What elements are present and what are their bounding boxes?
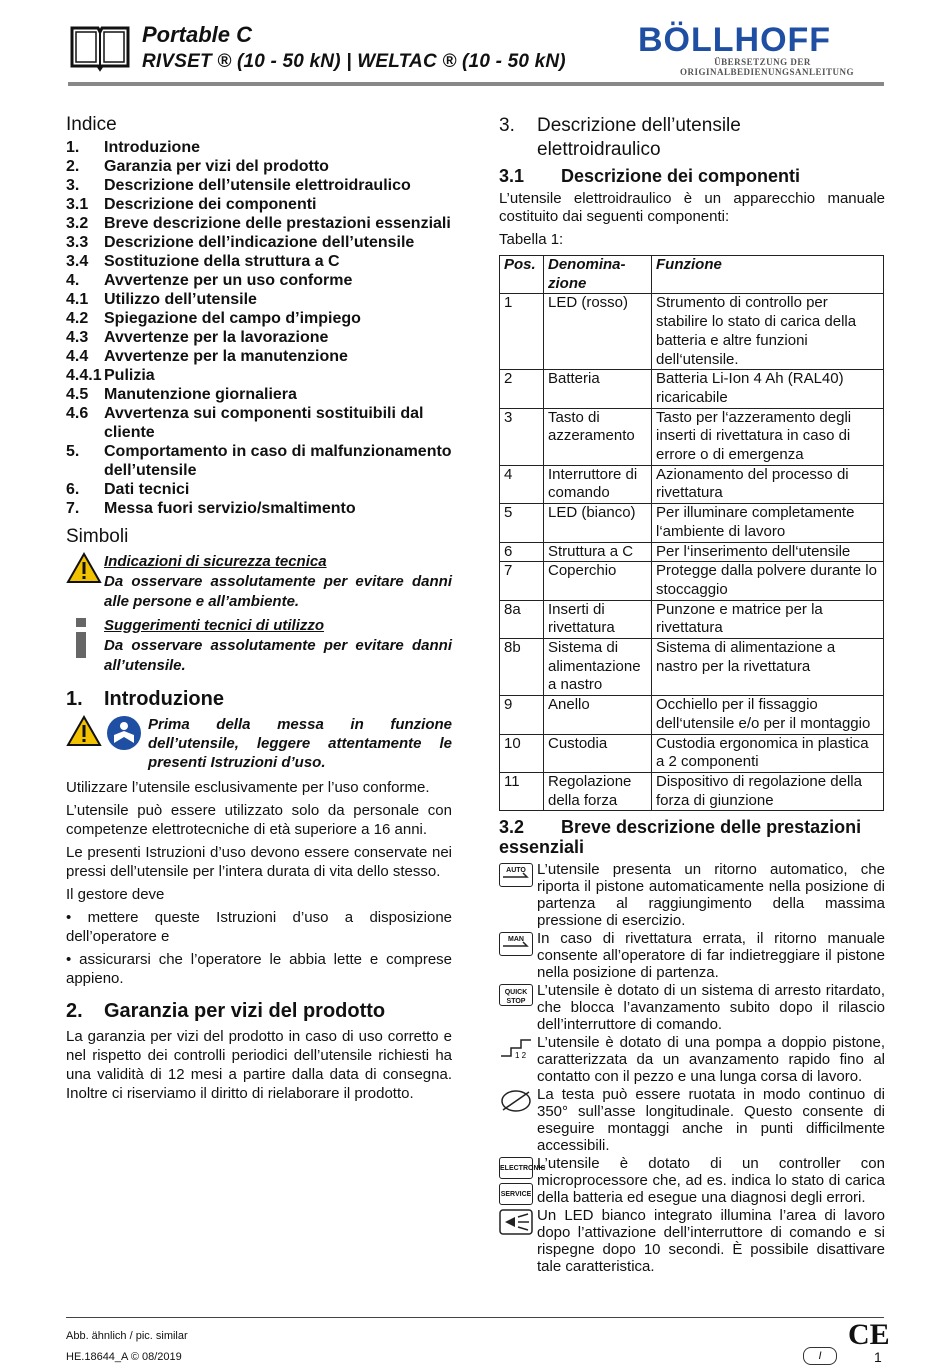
section3-title-2: elettroidraulico	[537, 139, 661, 160]
table-header-func: Funzione	[652, 256, 884, 294]
toc-item[interactable]	[66, 499, 452, 518]
right-column	[499, 114, 885, 1276]
table-cell-pos: 9	[500, 696, 544, 734]
table-cell-name: LED (bianco)	[544, 504, 652, 542]
feature-text: L’utensile presenta un ritorno automatico, che riporta il pistone automaticamente nella posizione di partenza al raggiungimento della massima pressione di esercizio.	[537, 861, 885, 930]
table-header-name: Denomina-zione	[544, 256, 652, 294]
table-caption: Tabella 1:	[499, 231, 564, 248]
warranty-num: 2.	[66, 1000, 83, 1022]
table-cell-func: Azionamento del processo di rivettatura	[652, 465, 884, 503]
book-icon	[68, 22, 132, 72]
read-manual-icon	[106, 715, 142, 751]
two-stage-pump-icon	[499, 1034, 537, 1085]
table-cell-pos: 8a	[500, 600, 544, 638]
table-cell-name: Custodia	[544, 734, 652, 772]
feature-icon-label: ELECTRONIC	[499, 1157, 533, 1179]
table-cell-name: Anello	[544, 696, 652, 734]
feature-item	[499, 1086, 885, 1154]
feature-item	[499, 1155, 885, 1206]
feature-text: L’utensile è dotato di un sistema di arresto ritardato, che blocca l’avanzamento subito dopo il rilascio dell’interruttore di comando.	[537, 982, 885, 1034]
intro-heading	[66, 688, 452, 711]
info-icon	[66, 616, 104, 676]
table-cell-func: Strumento di controllo per stabilire lo stato di carica della batteria e altre funzioni dell‘utensile.	[652, 294, 884, 370]
led-light-icon	[499, 1207, 537, 1275]
intro-p2: L’utensile può essere utilizzato solo da personale con competenze elettrotecniche di età superiore a 16 anni.	[66, 802, 452, 838]
quick-stop-icon	[499, 982, 537, 1033]
left-column	[66, 114, 452, 1107]
section31-num: 3.1	[499, 166, 525, 186]
features-list	[499, 861, 885, 1275]
table-cell-pos: 5	[500, 504, 544, 542]
toc-item-text: Utilizzo dell’utensile	[104, 291, 257, 308]
table-cell-pos: 6	[500, 542, 544, 562]
table-cell-name: Interruttore di comando	[544, 465, 652, 503]
language-badge: I	[803, 1347, 837, 1365]
toc-item[interactable]	[66, 309, 452, 328]
intro-p3: Le presenti Istruzioni d’uso devono essere conservate nei pressi dell’utensile per l’intera durata di vita dello stesso.	[66, 844, 452, 880]
table-row	[500, 504, 884, 542]
toc-item-num: 3.2	[66, 215, 89, 232]
toc-item-num: 3.	[66, 177, 80, 194]
table-row	[500, 370, 884, 408]
toc-item[interactable]	[66, 290, 452, 309]
table-cell-name: Coperchio	[544, 562, 652, 600]
toc-item-num: 1.	[66, 139, 80, 156]
toc-item-num: 4.3	[66, 329, 89, 346]
section32-num: 3.2	[499, 817, 525, 838]
toc-item[interactable]	[66, 195, 452, 214]
section31-title: Descrizione dei componenti	[561, 166, 801, 186]
toc-item-text: Avvertenza sui componenti sostituibili dal cliente	[104, 405, 424, 441]
electronic-service-icon	[499, 1155, 546, 1206]
toc-item[interactable]	[66, 442, 452, 480]
table-cell-pos: 3	[500, 408, 544, 465]
ce-mark: CE	[848, 1318, 890, 1351]
safety-text: Da osservare assolutamente per evitare danni alle persone e all’ambiente.	[104, 573, 452, 610]
intro-bullet-2: • assicurarsi che l’operatore le abbia lette e comprese appieno.	[66, 951, 452, 987]
components-table	[499, 255, 884, 811]
document-title: Portable C	[142, 22, 253, 47]
intro-title: Introduzione	[104, 688, 224, 710]
warranty-text: La garanzia per vizi del prodotto in caso di uso corretto e nel rispetto dei controlli periodici dell’utensile richiesti ha una validità di 12 mesi a partire dalla data di consegna. Inoltre ci riserviamo il diritto di rielaborare il prodotto.	[66, 1028, 452, 1102]
table-cell-func: Custodia ergonomica in plastica a 2 componenti	[652, 734, 884, 772]
feature-icon-label: AUTO	[506, 867, 526, 875]
document-subtitle: RIVSET ® (10 - 50 kN) | WELTAC ® (10 - 50 kN)	[142, 51, 566, 72]
footer-doc-id: HE.18644_A © 08/2019	[66, 1351, 182, 1363]
toc-item-text: Sostituzione della struttura a C	[104, 253, 340, 270]
toc-list	[66, 138, 452, 518]
toc-item-text: Manutenzione giornaliera	[104, 386, 297, 403]
table-cell-name: Tasto di azzeramento	[544, 408, 652, 465]
feature-text: In caso di rivettatura errata, il ritorno manuale consente all’operatore di far indietreggiare il pistone nella posizione di partenza.	[537, 930, 885, 982]
section32-heading	[499, 817, 885, 857]
header-divider	[68, 82, 884, 86]
rotation-icon	[499, 1086, 537, 1154]
symbols-heading: Simboli	[66, 526, 129, 547]
table-row	[500, 465, 884, 503]
section3-num: 3.	[499, 115, 515, 136]
logo-caption-line2: ORIGINALBEDIENUNGSANLEITUNG	[680, 67, 855, 77]
toc-item-num: 4.4	[66, 348, 89, 365]
table-row	[500, 772, 884, 810]
feature-text: La testa può essere ruotata in modo continuo di 350° sull’asse longitudinale. Questo consente di eseguire montaggi anche in punti difficilmente accessibili.	[537, 1086, 885, 1155]
table-row	[500, 408, 884, 465]
logo-caption	[680, 57, 855, 77]
table-cell-func: Batteria Li-Ion 4 Ah (RAL40) ricaricabile	[652, 370, 884, 408]
toc-item[interactable]	[66, 233, 452, 252]
table-cell-func: Protegge dalla polvere durante lo stoccaggio	[652, 562, 884, 600]
table-row	[500, 542, 884, 562]
intro-num: 1.	[66, 688, 83, 710]
intro-p1: Utilizzare l’utensile esclusivamente per l’uso conforme.	[66, 779, 430, 796]
table-body	[500, 294, 884, 811]
table-cell-name: LED (rosso)	[544, 294, 652, 370]
warranty-title: Garanzia per vizi del prodotto	[104, 1000, 386, 1022]
safety-title: Indicazioni di sicurezza tecnica	[104, 553, 327, 570]
section3-title-1: Descrizione dell’utensile	[537, 115, 741, 136]
table-cell-func: Dispositivo di regolazione della forza di giunzione	[652, 772, 884, 810]
table-cell-pos: 7	[500, 562, 544, 600]
section31-heading	[499, 166, 885, 187]
toc-item[interactable]	[66, 366, 452, 385]
toc-item-text: Avvertenze per un uso conforme	[104, 272, 353, 289]
table-cell-func: Tasto per l‘azzeramento degli inserti di rivettatura in caso di errore o di emergenza	[652, 408, 884, 465]
table-cell-func: Occhiello per il fissaggio dell‘utensile e/o per il montaggio	[652, 696, 884, 734]
feature-item	[499, 1207, 885, 1275]
toc-item-text: Introduzione	[104, 139, 200, 156]
tips-title: Suggerimenti tecnici di utilizzo	[104, 617, 325, 634]
toc-item[interactable]	[66, 328, 452, 347]
toc-item-num: 7.	[66, 500, 80, 517]
toc-item[interactable]	[66, 480, 452, 499]
toc-item-text: Comportamento in caso di malfunzionamento dell’utensile	[104, 443, 452, 479]
section31-intro: L’utensile elettroidraulico è un apparecchio manuale costituito dai seguenti componenti:	[499, 190, 885, 225]
toc-item[interactable]	[66, 271, 452, 290]
feature-icon-label: QUICK STOP	[499, 984, 533, 1006]
footer-divider	[66, 1317, 884, 1318]
toc-item-text: Avvertenze per la lavorazione	[104, 329, 329, 346]
table-row	[500, 696, 884, 734]
table-header-row	[500, 256, 884, 294]
toc-item[interactable]	[66, 385, 452, 404]
table-cell-name: Sistema di alimentazione a nastro	[544, 639, 652, 696]
table-cell-pos: 10	[500, 734, 544, 772]
section32-title: Breve descrizione delle prestazioni essenziali	[499, 817, 862, 858]
toc-item[interactable]	[66, 176, 452, 195]
table-row	[500, 734, 884, 772]
toc-item-num: 3.4	[66, 253, 89, 270]
toc-item-text: Descrizione dei componenti	[104, 196, 317, 213]
toc-item-num: 4.4.1	[66, 367, 102, 384]
feature-icon-label: 1 2	[515, 1051, 527, 1061]
toc-item-text: Messa fuori servizio/smaltimento	[104, 500, 356, 517]
toc-item-text: Descrizione dell’utensile elettroidraulico	[104, 177, 411, 194]
toc-item[interactable]	[66, 157, 452, 176]
table-cell-func: Per l‘inserimento dell‘utensile	[652, 542, 884, 562]
feature-item	[499, 930, 885, 981]
table-cell-pos: 4	[500, 465, 544, 503]
toc-item-num: 4.2	[66, 310, 89, 327]
toc-item-num: 3.1	[66, 196, 89, 213]
manual-return-icon	[499, 930, 537, 981]
toc-item-text: Descrizione dell’indicazione dell’utensile	[104, 234, 415, 251]
warranty-heading	[66, 1000, 452, 1023]
table-cell-pos: 2	[500, 370, 544, 408]
toc-item-text: Breve descrizione delle prestazioni essenziali	[104, 215, 451, 232]
footer-note: Abb. ähnlich / pic. similar	[66, 1330, 188, 1342]
toc-item-text: Avvertenze per la manutenzione	[104, 348, 348, 365]
feature-item	[499, 861, 885, 929]
toc-item-text: Pulizia	[104, 367, 155, 384]
brand-logo: BÖLLHOFF	[638, 21, 832, 59]
tips-symbol-row	[66, 616, 452, 676]
toc-item[interactable]	[66, 214, 452, 233]
toc-item[interactable]	[66, 347, 452, 366]
feature-text: L’utensile è dotato di un controller con microprocessore che, ad es. indica lo stato di carica della batteria ed esegue una diagnosi degli errori.	[537, 1155, 885, 1207]
safety-symbol-row	[66, 552, 452, 612]
toc-item-num: 3.3	[66, 234, 89, 251]
table-cell-name: Batteria	[544, 370, 652, 408]
table-cell-name: Struttura a C	[544, 542, 652, 562]
table-cell-pos: 1	[500, 294, 544, 370]
toc-item-num: 4.5	[66, 386, 89, 403]
toc-item-num: 2.	[66, 158, 80, 175]
toc-item[interactable]	[66, 138, 452, 157]
intro-warning-row	[66, 715, 452, 772]
table-row	[500, 294, 884, 370]
page-number: 1	[874, 1349, 882, 1365]
table-cell-pos: 11	[500, 772, 544, 810]
table-cell-name: Regolazione della forza	[544, 772, 652, 810]
table-cell-pos: 8b	[500, 639, 544, 696]
intro-bullet-1: • mettere queste Istruzioni d’uso a disposizione dell’operatore e	[66, 909, 452, 945]
toc-item-text: Spiegazione del campo d’impiego	[104, 310, 361, 327]
feature-item	[499, 982, 885, 1033]
table-cell-func: Per illuminare completamente l‘ambiente di lavoro	[652, 504, 884, 542]
toc-item-num: 4.	[66, 272, 80, 289]
toc-item[interactable]	[66, 404, 452, 442]
toc-item-num: 4.6	[66, 405, 89, 422]
toc-item-num: 5.	[66, 443, 80, 460]
feature-icon-label-2: SERVICE	[499, 1183, 533, 1205]
toc-item-text: Dati tecnici	[104, 481, 190, 498]
table-cell-func: Punzone e matrice per la rivettatura	[652, 600, 884, 638]
warning-icon	[66, 552, 104, 612]
warning-icon	[66, 715, 102, 747]
feature-text: Un LED bianco integrato illumina l’area di lavoro dopo l’attivazione dell’interruttore di comando e si rispegne dopo 10 secondi. È possibile disattivare tale caratteristica.	[537, 1207, 885, 1276]
tips-text: Da osservare assolutamente per evitare danni all’utensile.	[104, 637, 452, 674]
auto-return-icon	[499, 861, 537, 929]
section3-heading	[499, 114, 885, 162]
intro-p4: Il gestore deve	[66, 886, 165, 903]
feature-icon-label: MAN	[508, 936, 524, 944]
logo-caption-line1: ÜBERSETZUNG DER	[714, 57, 811, 67]
table-row	[500, 639, 884, 696]
table-cell-func: Sistema di alimentazione a nastro per la rivettatura	[652, 639, 884, 696]
toc-heading: Indice	[66, 114, 117, 135]
toc-item[interactable]	[66, 252, 452, 271]
table-cell-name: Inserti di rivettatura	[544, 600, 652, 638]
table-row	[500, 600, 884, 638]
intro-warning: Prima della messa in funzione dell’utensile, leggere attentamente le presenti Istruzioni d’uso.	[148, 716, 452, 771]
table-header-pos: Pos.	[500, 256, 544, 294]
toc-item-num: 6.	[66, 481, 80, 498]
toc-item-text: Garanzia per vizi del prodotto	[104, 158, 329, 175]
feature-text: L’utensile è dotato di una pompa a doppio pistone, caratterizzata da un avanzamento rapido fino al contatto con il pezzo e una lunga corsa di lavoro.	[537, 1034, 885, 1086]
toc-item-num: 4.1	[66, 291, 89, 308]
table-row	[500, 562, 884, 600]
feature-item	[499, 1034, 885, 1085]
